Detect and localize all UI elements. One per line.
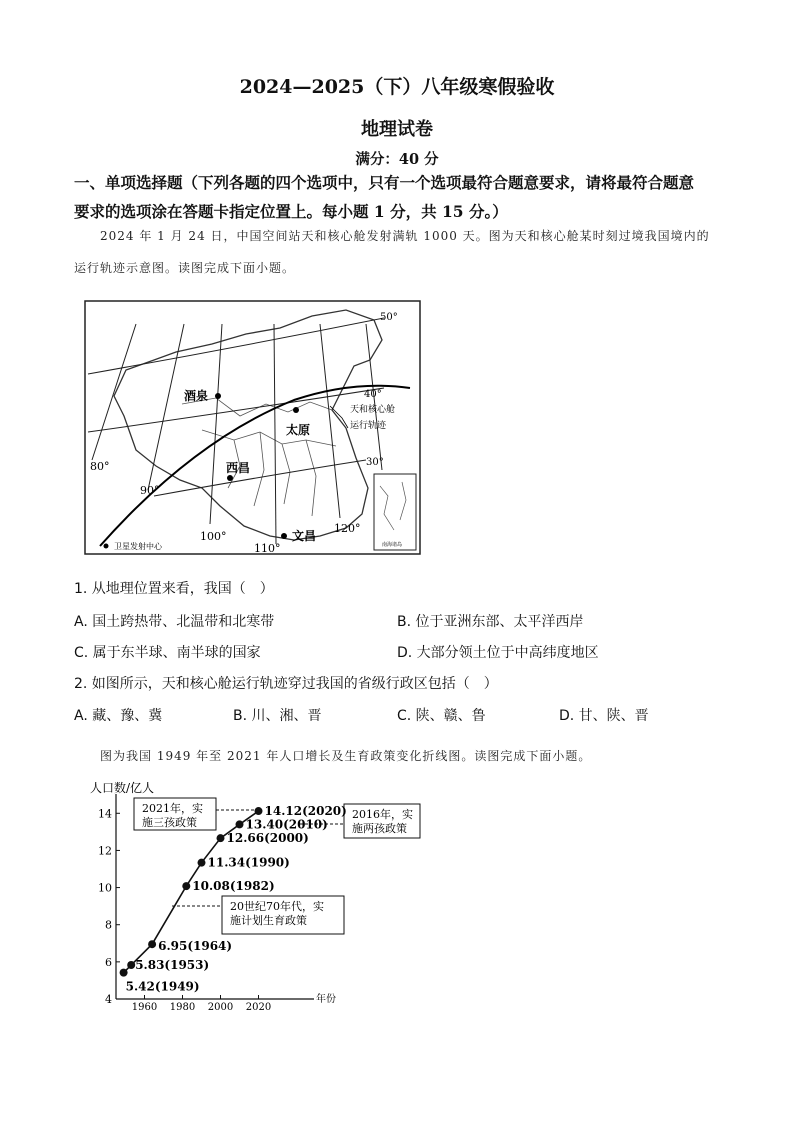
lat-label-50: 50° xyxy=(380,312,398,323)
y-tick-label: 12 xyxy=(98,844,112,858)
subject-title: 地理试卷 xyxy=(361,119,433,140)
x-tick-label: 1980 xyxy=(169,1002,196,1013)
section-heading-line2: 要求的选项涂在答题卡指定位置上。每小题 1 分，共 15 分。） xyxy=(74,202,508,221)
data-label: 12.66(2000) xyxy=(226,831,309,846)
section-heading xyxy=(74,168,734,226)
q2-option-a[interactable]: A. 藏、豫、冀 xyxy=(74,708,163,724)
q1-option-d[interactable]: D. 大部分领土位于中高纬度地区 xyxy=(397,645,599,661)
full-score: 满分：40 分 xyxy=(355,151,439,168)
q1-option-b[interactable]: B. 位于亚洲东部、太平洋西岸 xyxy=(397,614,584,630)
q2-option-c[interactable]: C. 陕、赣、鲁 xyxy=(397,708,486,724)
annotation-line: 施两孩政策 xyxy=(352,822,407,835)
lon-label-80: 80° xyxy=(90,460,110,473)
annotation-line: 2021年，实 xyxy=(142,802,203,815)
data-label: 5.83(1953) xyxy=(135,958,210,973)
y-tick-label: 14 xyxy=(98,807,112,821)
data-label: 11.34(1990) xyxy=(207,855,290,870)
city-jiuquan: 酒泉 xyxy=(184,389,209,403)
passage1-line2: 运行轨迹示意图。读图完成下面小题。 xyxy=(74,261,296,275)
y-tick-label: 6 xyxy=(105,955,112,969)
city-xichang: 西昌 xyxy=(226,461,251,475)
lat-label-40: 40° xyxy=(364,389,382,400)
data-label: 6.95(1964) xyxy=(158,939,233,954)
lon-label-110: 110° xyxy=(254,542,281,555)
south-china-sea-inset xyxy=(374,474,416,550)
q2-option-d[interactable]: D. 甘、陕、晋 xyxy=(559,708,649,724)
annotation-line: 施三孩政策 xyxy=(142,816,197,829)
data-point xyxy=(255,807,263,815)
data-point xyxy=(217,834,225,842)
data-label: 13.40(2010) xyxy=(245,817,328,832)
q1-option-c[interactable]: C. 属于东半球、南半球的国家 xyxy=(74,645,261,661)
data-point xyxy=(198,859,206,867)
lon-label-90: 90° xyxy=(140,484,160,497)
track-label-line2: 运行轨迹 xyxy=(350,421,387,431)
y-tick-label: 10 xyxy=(98,881,112,895)
q2-stem: 2. 如图所示，天和核心舱运行轨迹穿过我国的省级行政区包括（ ） xyxy=(74,676,498,692)
exam-title: 2024—2025（下）八年级寒假验收 xyxy=(239,76,555,98)
y-axis-title: 人口数/亿人 xyxy=(90,781,155,795)
city-taiyuan: 太原 xyxy=(286,423,311,437)
q1-option-a[interactable]: A. 国土跨热带、北温带和北寒带 xyxy=(74,614,275,630)
section-heading-line1: 一、单项选择题（下列各题的四个选项中，只有一个选项最符合题意要求，请将最符合题意 xyxy=(74,173,695,192)
xichang-dot xyxy=(227,475,233,481)
y-tick-label: 4 xyxy=(105,993,112,1006)
data-point xyxy=(127,961,135,969)
jiuquan-dot xyxy=(215,393,221,399)
x-tick-label: 2000 xyxy=(207,1002,234,1013)
wenchang-dot xyxy=(281,533,287,539)
data-label: 5.42(1949) xyxy=(125,979,200,994)
annotation-line: 2016年，实 xyxy=(352,808,413,821)
x-tick-label: 2020 xyxy=(245,1002,272,1013)
inset-label: 南海诸岛 xyxy=(382,542,403,548)
data-point xyxy=(120,969,128,977)
data-point xyxy=(236,820,244,828)
x-axis-title: 年份 xyxy=(316,994,336,1005)
city-wenchang: 文昌 xyxy=(292,529,317,543)
lat-label-30: 30° xyxy=(366,457,384,468)
x-tick-label: 1960 xyxy=(131,1002,158,1013)
passage1-line1: 2024 年 1 月 24 日，中国空间站天和核心舱发射满轨 1000 天。图为天和核心舱某时刻过境我国境内的 xyxy=(100,229,710,243)
q1-stem: 1. 从地理位置来看，我国（ ） xyxy=(74,581,274,597)
population-chart xyxy=(86,774,426,1014)
orbit-track-map xyxy=(84,300,422,556)
lon-label-120: 120° xyxy=(334,522,361,535)
legend-dot xyxy=(104,544,109,549)
data-label: 14.12(2020) xyxy=(264,804,347,819)
data-label: 10.08(1982) xyxy=(192,879,275,894)
annotation-line: 20世纪70年代，实 xyxy=(230,900,324,913)
lon-label-100: 100° xyxy=(200,530,227,543)
map-legend: 卫星发射中心 xyxy=(114,542,162,551)
data-point xyxy=(148,940,156,948)
data-point xyxy=(182,882,190,890)
q2-option-b[interactable]: B. 川、湘、晋 xyxy=(233,708,322,724)
passage2-line1: 图为我国 1949 年至 2021 年人口增长及生育政策变化折线图。读图完成下面小题。 xyxy=(100,749,592,763)
track-label-line1: 天和核心舱 xyxy=(350,405,396,415)
y-tick-label: 8 xyxy=(105,918,112,932)
taiyuan-dot xyxy=(293,407,299,413)
annotation-line: 施计划生育政策 xyxy=(230,914,307,927)
